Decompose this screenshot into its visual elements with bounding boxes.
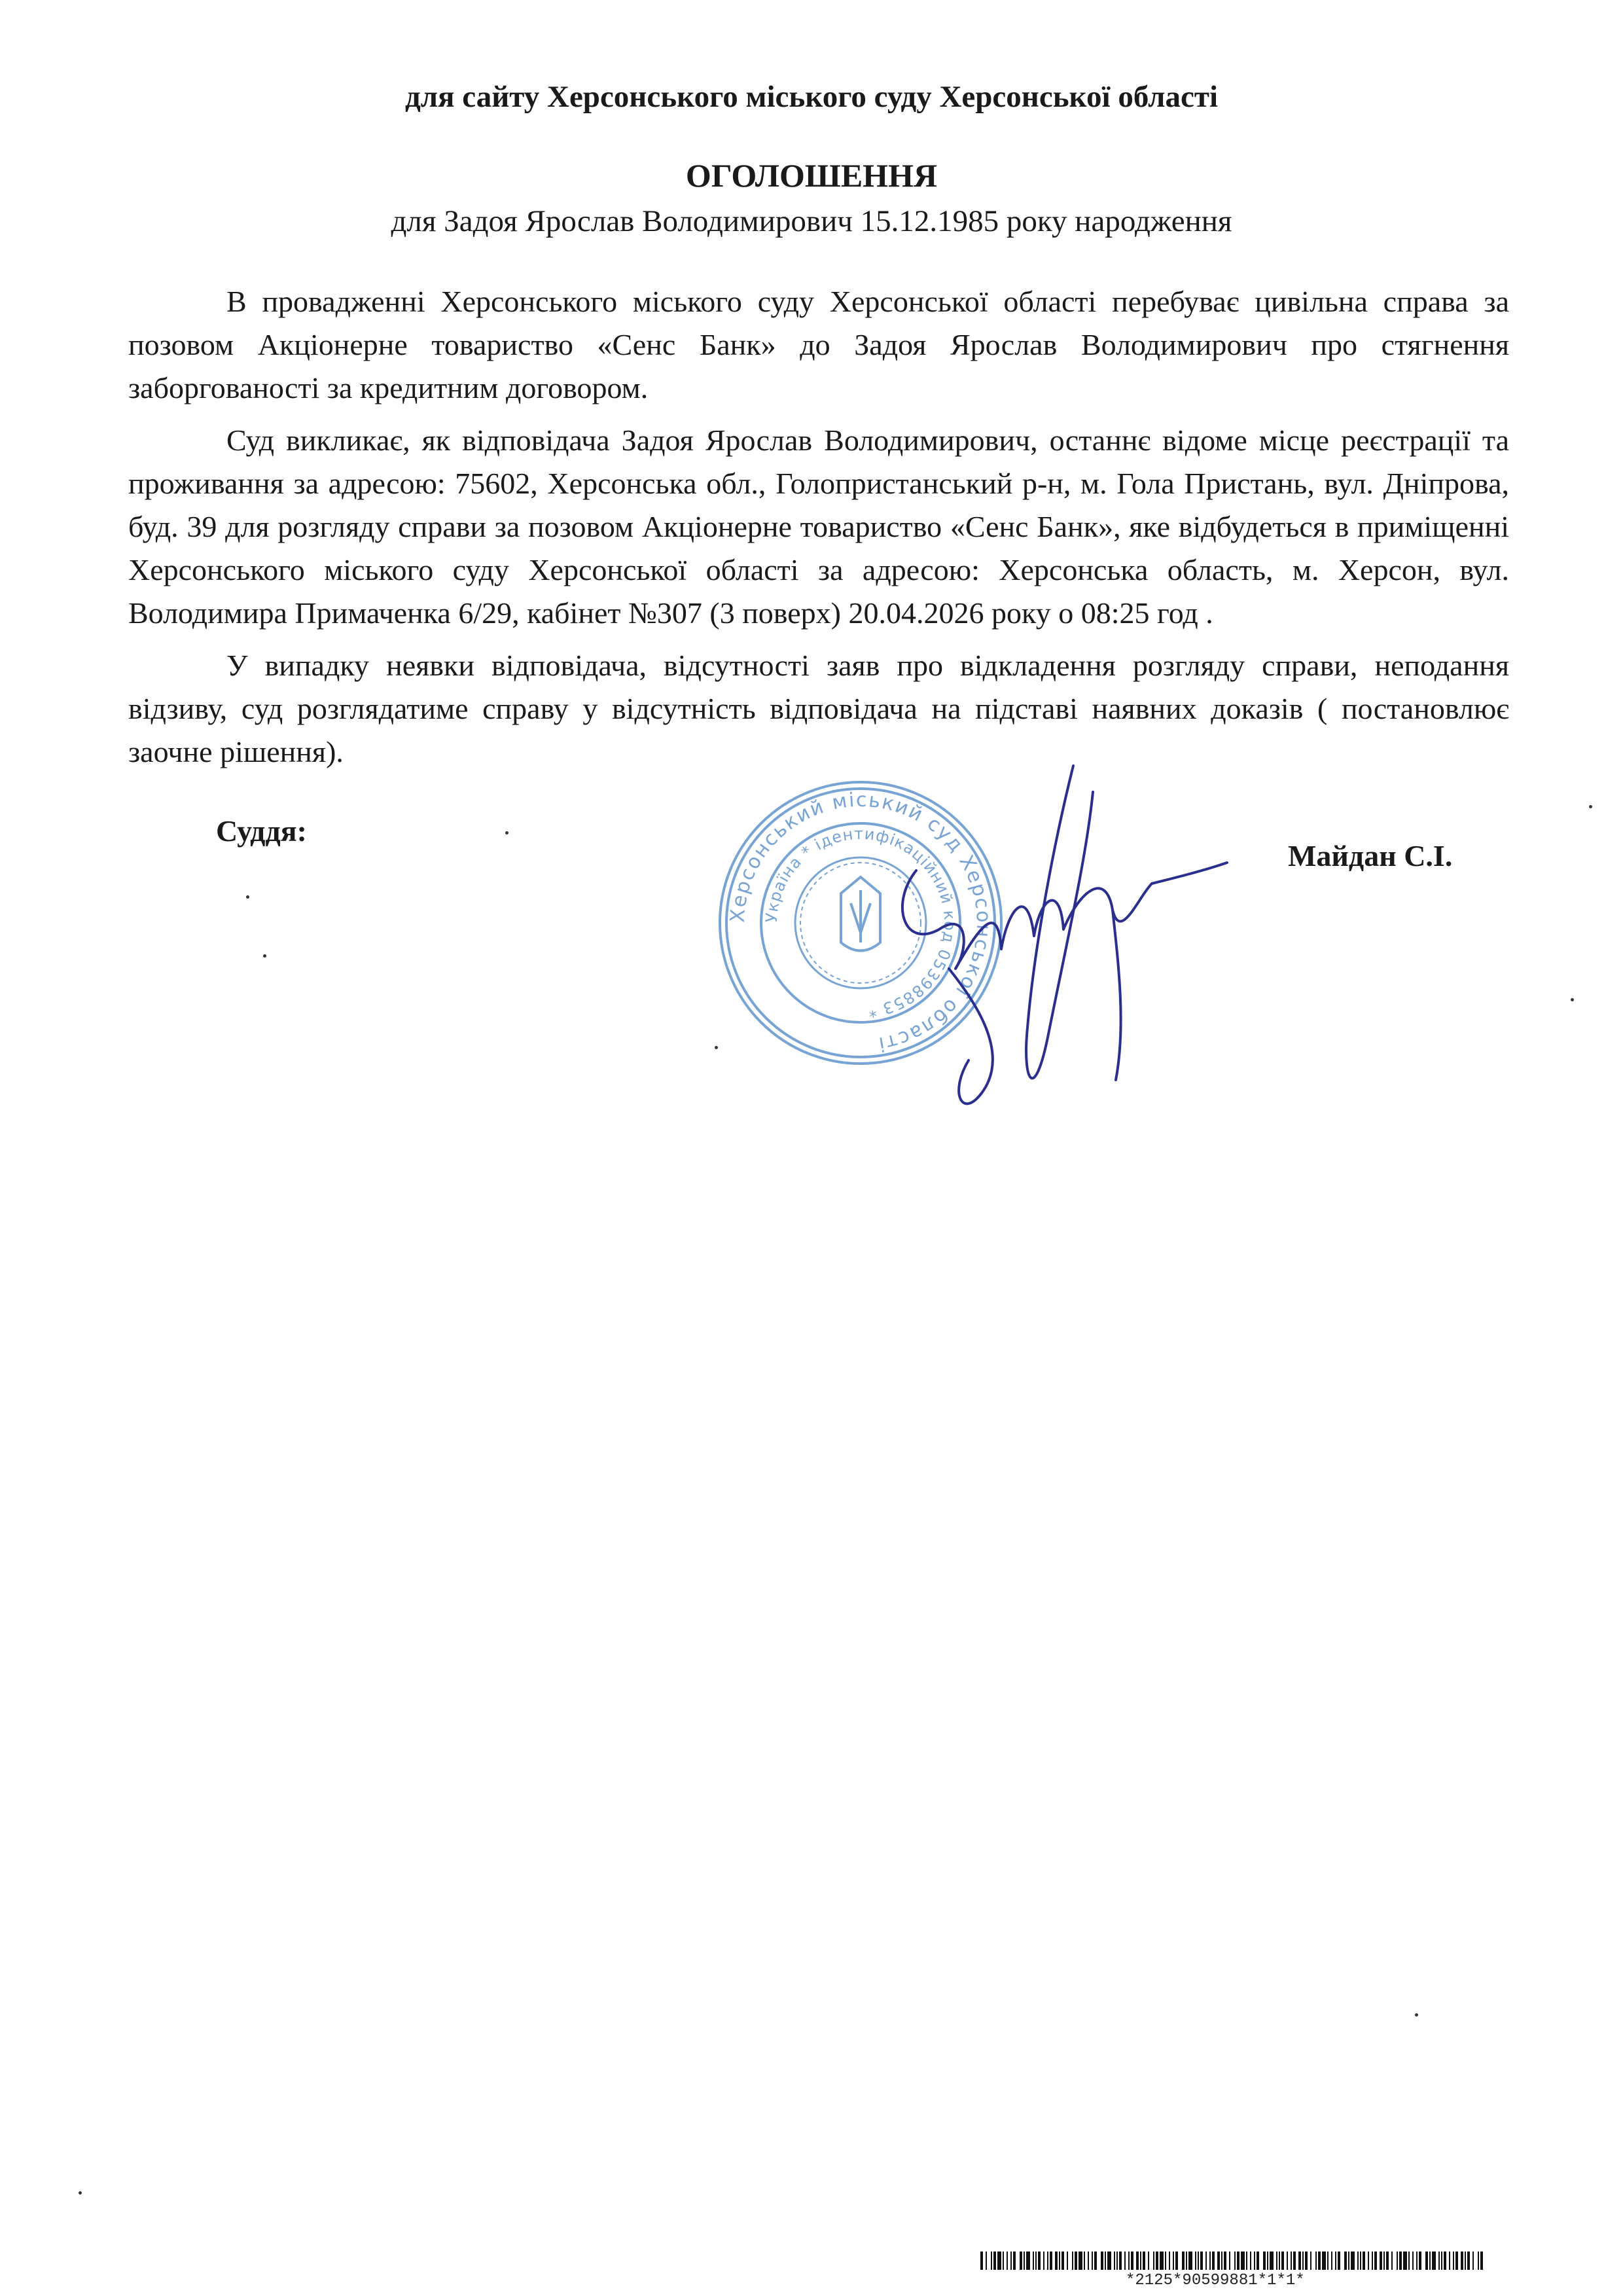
barcode-bar xyxy=(1020,2251,1022,2270)
barcode-bar xyxy=(1287,2251,1288,2270)
barcode-bar xyxy=(1478,2251,1479,2270)
barcode-bar xyxy=(1160,2251,1164,2270)
document-title: ОГОЛОШЕННЯ xyxy=(685,157,938,194)
barcode-bar xyxy=(1124,2251,1126,2270)
barcode-bar xyxy=(1391,2251,1393,2270)
scan-speck xyxy=(79,2191,82,2195)
barcode-bar xyxy=(1380,2251,1382,2270)
barcode-bar xyxy=(1412,2251,1414,2270)
barcode-bar xyxy=(1237,2251,1240,2270)
barcode-bar xyxy=(1024,2251,1025,2270)
barcode-bar xyxy=(1425,2251,1428,2270)
barcode-bar xyxy=(1205,2251,1207,2270)
barcode-bar xyxy=(1026,2251,1030,2270)
barcode-bar xyxy=(1209,2251,1211,2270)
barcode-bar xyxy=(1281,2251,1284,2270)
barcode-bar xyxy=(1419,2251,1421,2270)
barcode-bar xyxy=(1153,2251,1154,2270)
barcode-bar xyxy=(1182,2251,1185,2270)
barcode-bar xyxy=(1263,2251,1266,2270)
judge-name: Майдан С.І. xyxy=(1288,839,1453,872)
svg-text:Україна * ідентифікаційний код: Україна * ідентифікаційний код 05398853 * xyxy=(762,824,959,1021)
barcode-bar xyxy=(1441,2251,1442,2270)
scan-speck xyxy=(263,954,266,958)
barcode-bar xyxy=(1101,2251,1103,2270)
barcode-bar xyxy=(1298,2251,1301,2270)
barcode-bar xyxy=(1092,2251,1093,2270)
document-header: для сайту Херсонського міського суду Херсонської області xyxy=(404,80,1219,114)
barcode-bar xyxy=(1075,2251,1077,2270)
judge-signature xyxy=(877,753,1230,1119)
barcode xyxy=(980,2251,1486,2270)
barcode-bar xyxy=(1335,2251,1336,2270)
scan-speck xyxy=(1571,998,1574,1001)
barcode-bar xyxy=(1279,2251,1280,2270)
barcode-bar xyxy=(1234,2251,1236,2270)
barcode-bar xyxy=(1173,2251,1174,2270)
barcode-bar xyxy=(1221,2251,1222,2270)
barcode-bar xyxy=(1043,2251,1044,2270)
barcode-bar xyxy=(997,2251,1001,2270)
barcode-bar xyxy=(1276,2251,1277,2270)
barcode-bar xyxy=(991,2251,992,2270)
barcode-bar xyxy=(1067,2251,1068,2270)
barcode-bar xyxy=(1480,2251,1483,2270)
barcode-bar xyxy=(1302,2251,1304,2270)
barcode-bar xyxy=(980,2251,983,2270)
barcode-bar xyxy=(1351,2251,1355,2270)
barcode-bar xyxy=(1246,2251,1247,2270)
barcode-bar xyxy=(1322,2251,1326,2270)
svg-text:Херсонський міський суд Херсон: Херсонський міський суд Херсонської області xyxy=(726,788,995,1056)
barcode-bar xyxy=(1318,2251,1321,2270)
barcode-bar xyxy=(1338,2251,1340,2270)
barcode-bar xyxy=(1465,2251,1466,2270)
barcode-bar xyxy=(1368,2251,1369,2270)
barcode-bar xyxy=(1116,2251,1118,2270)
barcode-bar xyxy=(1143,2251,1145,2270)
barcode-bar xyxy=(1408,2251,1410,2270)
barcode-bar xyxy=(1050,2251,1052,2270)
barcode-bar xyxy=(1013,2251,1016,2270)
barcode-number: *2125*90599881*1*1* xyxy=(1126,2272,1305,2289)
barcode-bar xyxy=(1105,2251,1106,2270)
barcode-bar xyxy=(1397,2251,1398,2270)
barcode-bar xyxy=(1079,2251,1082,2270)
barcode-bar xyxy=(1148,2251,1149,2270)
barcode-bar xyxy=(1107,2251,1111,2270)
barcode-bar xyxy=(1229,2251,1230,2270)
barcode-bar xyxy=(1403,2251,1407,2270)
scan-speck xyxy=(505,831,508,834)
barcode-bar xyxy=(1344,2251,1347,2270)
barcode-bar xyxy=(1188,2251,1192,2270)
barcode-bar xyxy=(1327,2251,1329,2270)
barcode-bar xyxy=(1061,2251,1064,2270)
barcode-bar xyxy=(1399,2251,1402,2270)
paragraph-case-info: В провадженні Херсонського міського суду Херсонської області перебуває цивільна справа за позовом Акціонерне товариство «Сенс Банк» до Задоя Ярослав Володимирович про стягнення заборгованості за кредитним договором. xyxy=(128,285,1509,404)
barcode-bar xyxy=(1383,2251,1385,2270)
paragraph-summons: Суд викликає, як відповідача Задоя Ярослав Володимирович, останнє відоме місце реєстрації та проживання за адресою: 75602, Херсонська обл., Голопристанський р-н, м. Гола Пристань, вул. Дніпрова, буд. 39 для розгляду справи за позовом Акціонерне товариство «Сенс Банк», яке відбудеться в приміщенні Херсонського міського суду Херсонської області за адресою: Херсонська область, м. Херсон, вул. Володимира Примаченка 6/29, кабінет №307 (3 поверх) 20.04.2026 року о 08:25 год . xyxy=(128,423,1509,630)
barcode-bar xyxy=(1455,2251,1458,2270)
barcode-bar xyxy=(1429,2251,1431,2270)
barcode-bar xyxy=(1088,2251,1089,2270)
barcode-bar xyxy=(1094,2251,1097,2270)
barcode-bar xyxy=(1007,2251,1008,2270)
barcode-bar xyxy=(1360,2251,1361,2270)
barcode-bar xyxy=(1372,2251,1373,2270)
barcode-bar xyxy=(1257,2251,1259,2270)
barcode-bar xyxy=(1293,2251,1296,2270)
barcode-bar xyxy=(1114,2251,1115,2270)
barcode-bar xyxy=(1461,2251,1463,2270)
document-subtitle: для Задоя Ярослав Володимирович 15.12.1985 року народження xyxy=(391,204,1232,238)
barcode-bar xyxy=(1224,2251,1226,2270)
barcode-bar xyxy=(1438,2251,1440,2270)
barcode-bar xyxy=(1270,2251,1274,2270)
barcode-bar xyxy=(1084,2251,1085,2270)
judge-label: Суддя: xyxy=(216,814,307,848)
barcode-bar xyxy=(1315,2251,1317,2270)
barcode-bar xyxy=(1449,2251,1450,2270)
barcode-bar xyxy=(1156,2251,1158,2270)
barcode-bar xyxy=(1128,2251,1130,2270)
barcode-bar xyxy=(986,2251,987,2270)
barcode-bar xyxy=(993,2251,996,2270)
barcode-bar xyxy=(1055,2251,1058,2270)
barcode-bar xyxy=(1165,2251,1166,2270)
barcode-bar xyxy=(1175,2251,1178,2270)
barcode-bar xyxy=(1348,2251,1349,2270)
barcode-bar xyxy=(1136,2251,1139,2270)
barcode-bar xyxy=(1217,2251,1220,2270)
barcode-bar xyxy=(1119,2251,1122,2270)
barcode-bar xyxy=(1363,2251,1365,2270)
barcode-bar xyxy=(1212,2251,1215,2270)
barcode-bar xyxy=(1432,2251,1436,2270)
barcode-bar xyxy=(1140,2251,1141,2270)
paragraph-default-judgment: У випадку неявки відповідача, відсутності заяв про відкладення розгляду справи, неподання відзиву, суд розглядатиме справу у відсутність відповідача на підставі наявних доказів ( постановлює заочне рішення). xyxy=(128,649,1509,768)
barcode-bar xyxy=(1357,2251,1359,2270)
barcode-bar xyxy=(1047,2251,1048,2270)
barcode-bar xyxy=(1195,2251,1196,2270)
barcode-bar xyxy=(1038,2251,1041,2270)
barcode-bar xyxy=(1131,2251,1133,2270)
barcode-bar xyxy=(1291,2251,1292,2270)
barcode-bar xyxy=(1444,2251,1446,2270)
scan-speck xyxy=(246,895,249,899)
barcode-bar xyxy=(1033,2251,1034,2270)
barcode-bar xyxy=(1267,2251,1268,2270)
barcode-bar xyxy=(1241,2251,1245,2270)
barcode-bar xyxy=(1305,2251,1308,2270)
barcode-bar xyxy=(1072,2251,1073,2270)
barcode-bar xyxy=(1035,2251,1037,2270)
barcode-bar xyxy=(1200,2251,1203,2270)
barcode-bar xyxy=(1416,2251,1418,2270)
barcode-bar xyxy=(1059,2251,1060,2270)
barcode-bar xyxy=(1467,2251,1470,2270)
barcode-bar xyxy=(1472,2251,1474,2270)
barcode-bar xyxy=(1250,2251,1251,2270)
barcode-bar xyxy=(1254,2251,1255,2270)
scan-speck xyxy=(715,1046,718,1049)
barcode-bar xyxy=(1374,2251,1377,2270)
barcode-bar xyxy=(1198,2251,1199,2270)
barcode-bar xyxy=(1010,2251,1012,2270)
document-body xyxy=(128,280,1509,774)
barcode-bar xyxy=(1453,2251,1454,2270)
barcode-bar xyxy=(1386,2251,1389,2270)
barcode-bar xyxy=(1169,2251,1170,2270)
scan-speck xyxy=(1589,805,1592,808)
scan-speck xyxy=(1415,2013,1418,2017)
barcode-bar xyxy=(1310,2251,1311,2270)
barcode-bar xyxy=(1331,2251,1332,2270)
barcode-bar xyxy=(1003,2251,1004,2270)
barcode-bar xyxy=(1186,2251,1187,2270)
